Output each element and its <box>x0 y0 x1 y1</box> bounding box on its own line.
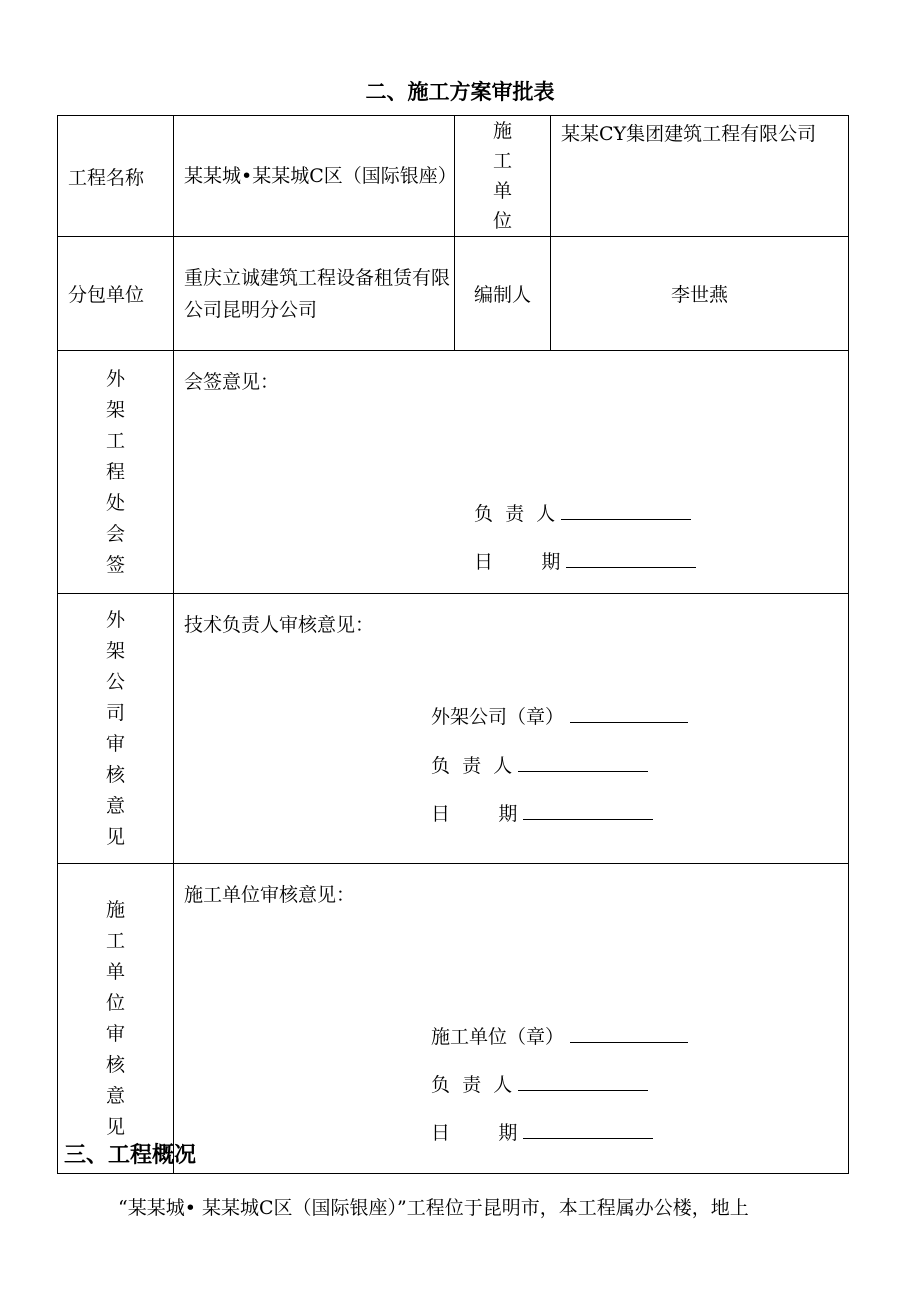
construction-unit-value: 某某CY集团建筑工程有限公司 <box>551 116 849 237</box>
construction-unit-label <box>455 116 551 237</box>
table-row <box>58 351 849 594</box>
table-row <box>58 594 849 864</box>
date-blank <box>566 547 696 568</box>
countersign-prompt: 会签意见： <box>184 371 280 393</box>
signature-blank <box>518 751 648 772</box>
label-char: 审 <box>105 1022 125 1045</box>
responsible-person-line <box>474 499 691 526</box>
label-char: 单 <box>105 960 125 983</box>
label-char: 施 <box>105 898 125 921</box>
section-label-scaffold-company-review <box>58 594 174 864</box>
label-char: 外 <box>105 367 125 390</box>
label-char: 架 <box>105 639 125 662</box>
seal-label: 施工单位（章） <box>431 1026 565 1048</box>
date-line <box>431 1118 653 1145</box>
company-seal-line <box>431 702 688 729</box>
label-char: 司 <box>105 701 125 724</box>
signature-blank <box>561 499 691 520</box>
label-char: 位 <box>105 991 125 1014</box>
construction-unit-review-prompt: 施工单位审核意见： <box>184 884 356 906</box>
responsible-label: 负 责 人 <box>431 755 513 777</box>
section-heading: 三、工程概况 <box>64 1143 197 1168</box>
label-char: 处 <box>105 491 125 514</box>
table-row <box>58 864 849 1174</box>
label-char: 工 <box>105 429 125 452</box>
label-char: 签 <box>105 553 125 576</box>
technical-review-prompt: 技术负责人审核意见： <box>184 614 375 636</box>
label-char: 程 <box>105 460 125 483</box>
responsible-person-line <box>431 751 648 778</box>
countersign-opinion-cell <box>174 351 849 594</box>
date-line <box>474 547 696 574</box>
section-paragraph: “某某城• 某某城C区（国际银座）”工程位于昆明市，本工程属办公楼，地上 <box>118 1197 749 1219</box>
subcontractor-value: 重庆立诚建筑工程设备租赁有限公司昆明分公司 <box>174 237 455 351</box>
construction-unit-label-line2: 单 位 <box>492 180 534 232</box>
date-line <box>431 799 653 826</box>
author-label: 编制人 <box>455 237 551 351</box>
label-char: 见 <box>105 825 125 848</box>
label-char: 核 <box>105 1053 125 1076</box>
section-label-construction-unit-review <box>58 864 174 1174</box>
signature-blank <box>518 1070 648 1091</box>
approval-table <box>57 115 849 1174</box>
date-label: 日 期 <box>431 1122 518 1144</box>
section-label-outer-scaffold-dept <box>58 351 174 594</box>
seal-blank <box>570 702 688 723</box>
construction-unit-label-line1: 施 工 <box>492 120 534 172</box>
table-row <box>58 237 849 351</box>
date-label: 日 期 <box>431 803 518 825</box>
table-row <box>58 116 849 237</box>
construction-unit-review-cell <box>174 864 849 1174</box>
date-blank <box>523 799 653 820</box>
label-char: 审 <box>105 732 125 755</box>
label-char: 公 <box>105 670 125 693</box>
label-char: 会 <box>105 522 125 545</box>
label-char: 外 <box>105 608 125 631</box>
label-char: 核 <box>105 763 125 786</box>
label-char: 意 <box>105 794 125 817</box>
label-char: 意 <box>105 1084 125 1107</box>
unit-seal-line <box>431 1022 688 1049</box>
technical-review-cell <box>174 594 849 864</box>
subcontractor-label: 分包单位 <box>58 237 174 351</box>
label-char: 架 <box>105 398 125 421</box>
seal-label: 外架公司（章） <box>431 706 565 728</box>
responsible-person-line <box>431 1070 648 1097</box>
page-title: 二、施工方案审批表 <box>365 80 555 104</box>
label-char: 工 <box>105 929 125 952</box>
label-char: 见 <box>105 1115 125 1138</box>
date-blank <box>523 1118 653 1139</box>
responsible-label: 负 责 人 <box>431 1074 513 1096</box>
author-value: 李世燕 <box>551 237 849 351</box>
project-name-label: 工程名称 <box>58 116 174 237</box>
date-label: 日 期 <box>474 551 561 573</box>
seal-blank <box>570 1022 688 1043</box>
project-name-value: 某某城•某某城C区（国际银座） <box>174 116 455 237</box>
responsible-label: 负 责 人 <box>474 503 556 525</box>
